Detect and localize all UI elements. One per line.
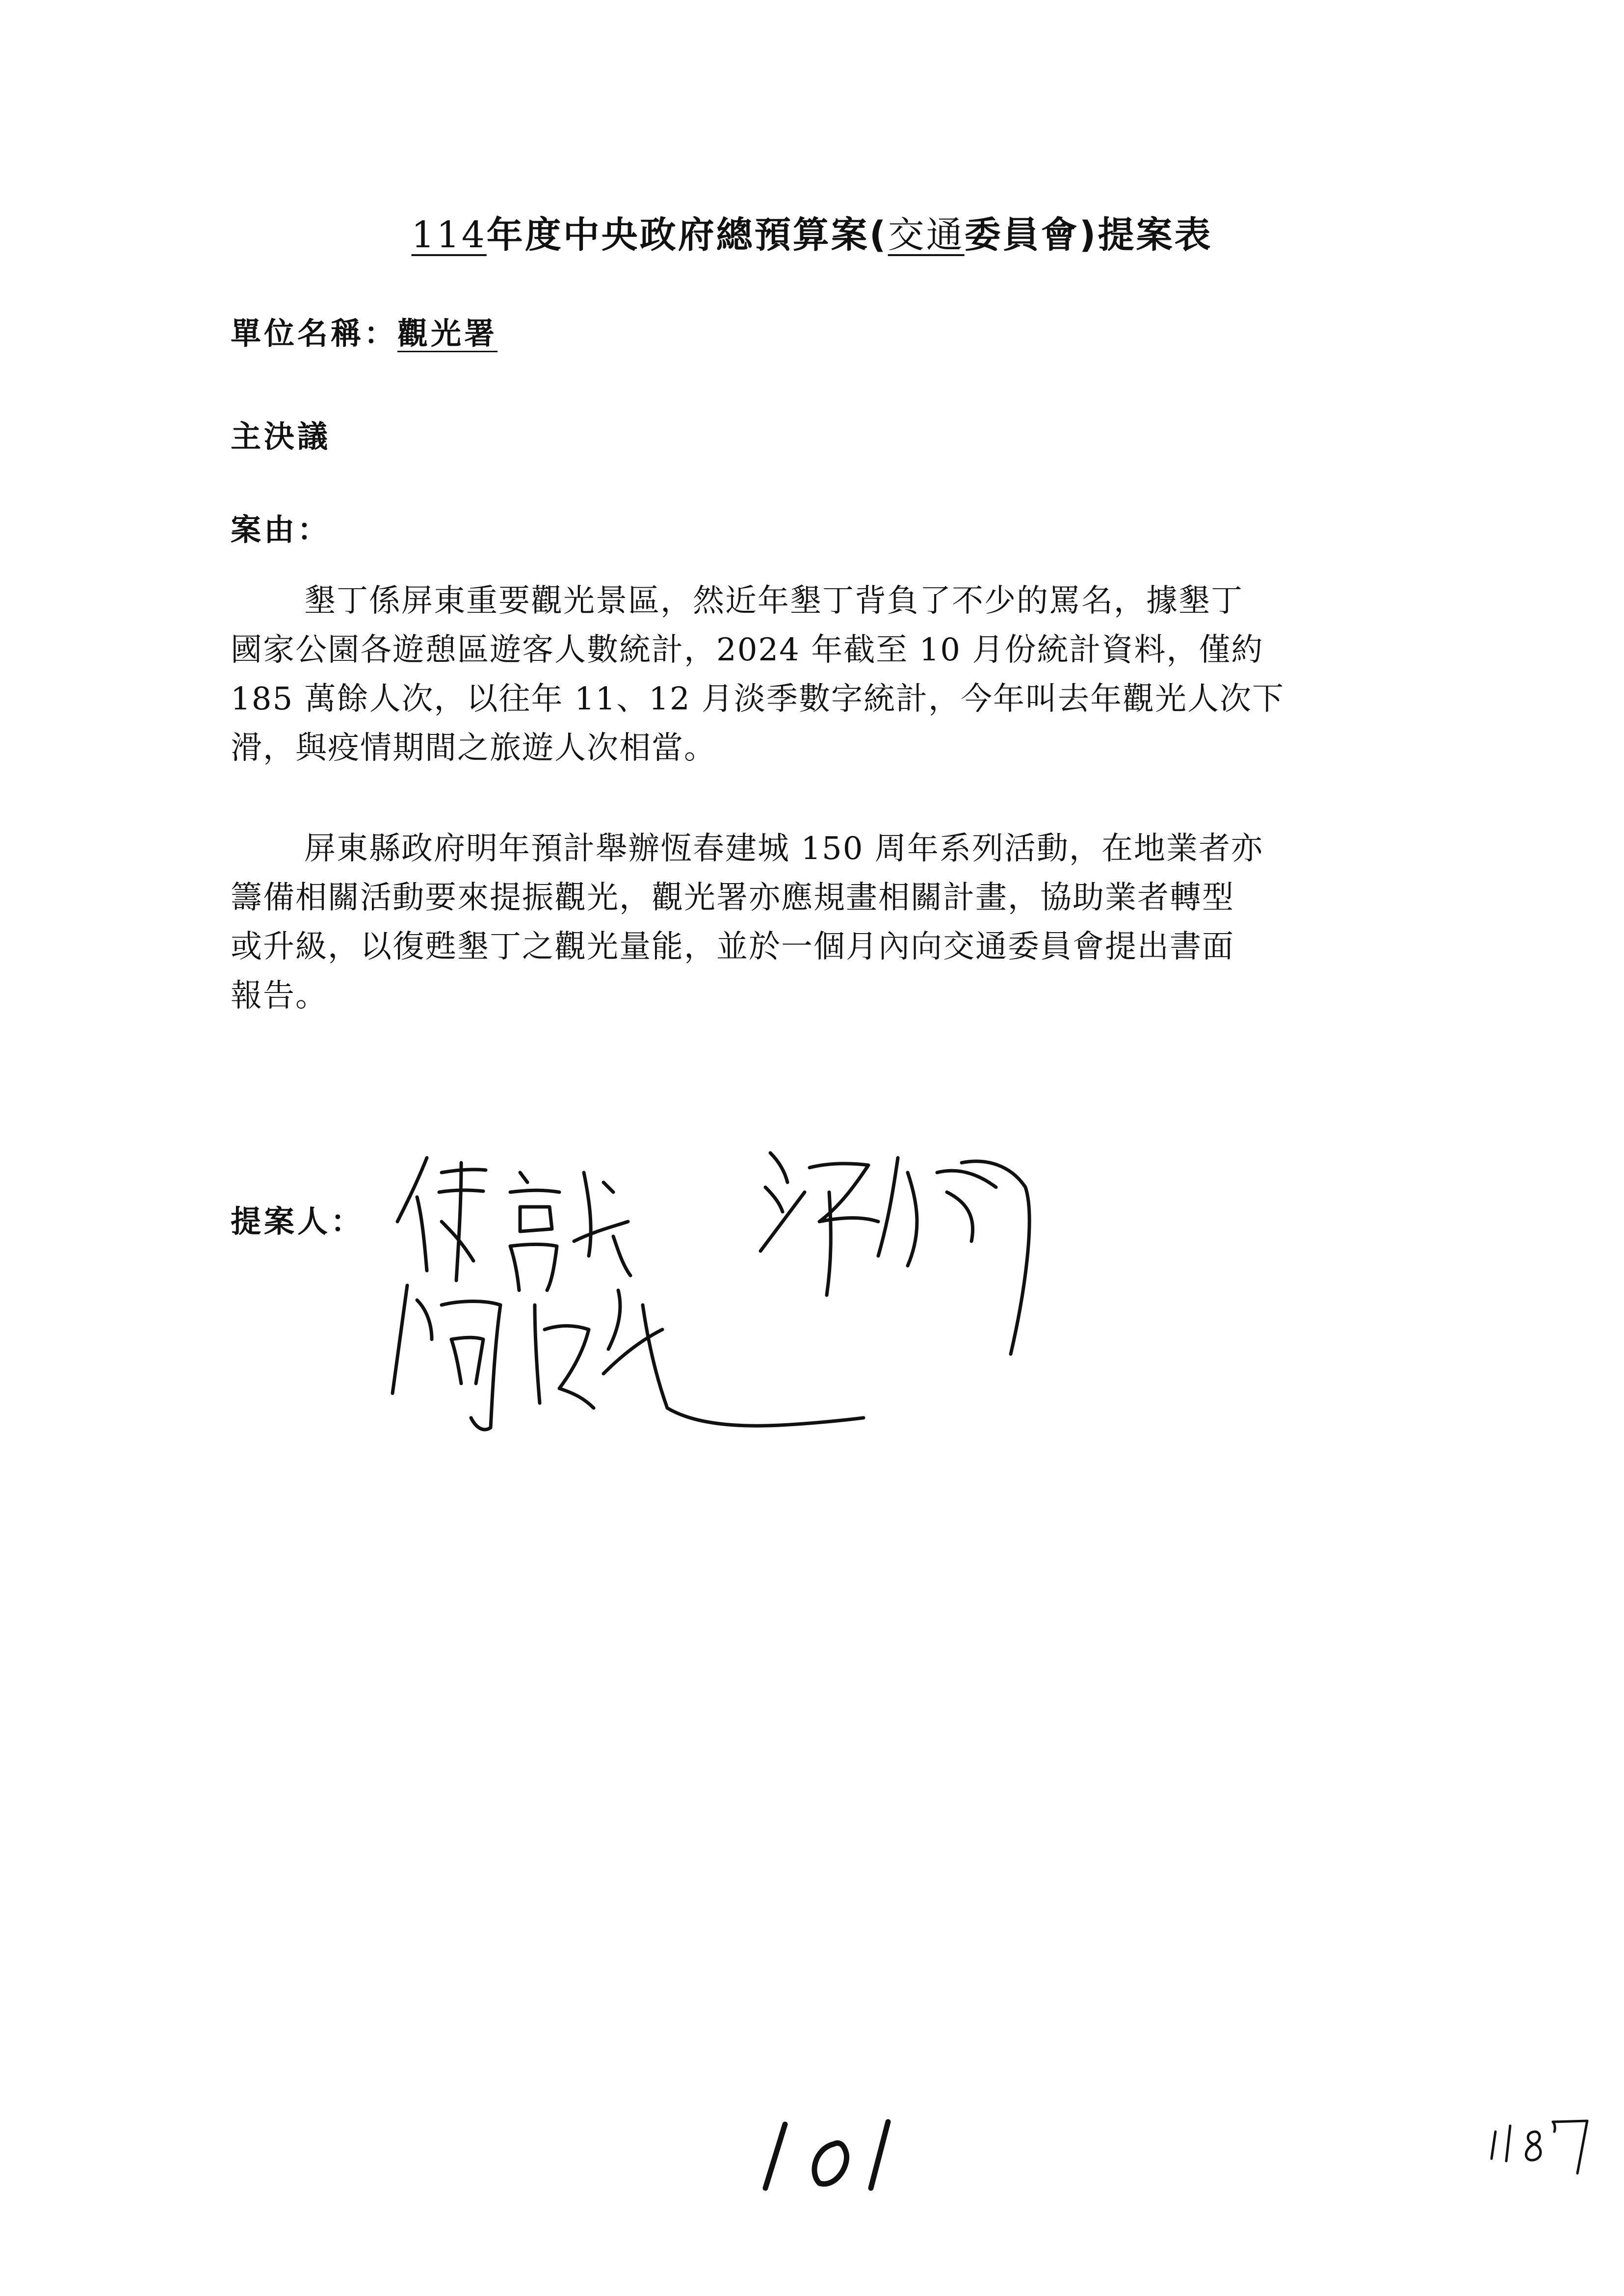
signature-3	[393, 1285, 864, 1430]
unit-label: 單位名稱：	[231, 315, 398, 351]
title-prefix: 年度中央政府總預算案(	[486, 214, 888, 256]
reason-paragraph-2	[231, 824, 1413, 1020]
paragraph-line: 報告。	[231, 978, 328, 1014]
paragraph-line: 墾丁係屏東重要觀光景區，然近年墾丁背負了不少的罵名，據墾丁	[304, 583, 1243, 619]
proposer-label: 提案人：	[231, 1203, 365, 1239]
paragraph-line: 滑，與疫情期間之旅遊人次相當。	[231, 730, 716, 766]
paragraph-line: 國家公園各遊憩區遊客人數統計，2024 年截至 10 月份統計資料，僅約	[231, 632, 1264, 668]
signature-2	[760, 1153, 1029, 1354]
paragraph-line: 或升級，以復甦墾丁之觀光量能，並於一個月內向交通委員會提出書面	[231, 929, 1234, 965]
paragraph-line: 屏東縣政府明年預計舉辦恆春建城 150 周年系列活動，在地業者亦	[304, 831, 1263, 867]
paragraph-line: 籌備相關活動要來提振觀光，觀光署亦應規畫相關計畫，協助業者轉型	[231, 880, 1234, 916]
reason-heading: 案由：	[231, 512, 331, 548]
resolution-heading: 主決議	[231, 418, 331, 454]
title-committee: 交通	[888, 214, 965, 256]
unit-value: 觀光署	[397, 315, 498, 351]
reason-paragraph-1	[231, 576, 1413, 773]
signature-1	[397, 1158, 630, 1290]
paragraph-line: 185 萬餘人次，以往年 11、12 月淡季數字統計，今年叫去年觀光人次下	[231, 681, 1285, 717]
page-number	[756, 2114, 917, 2198]
handwritten-signatures	[388, 1143, 1074, 1472]
page-title	[0, 206, 1624, 258]
stamp-number	[1487, 2112, 1599, 2176]
title-year: 114	[411, 214, 487, 256]
unit-name-row	[231, 309, 511, 353]
title-suffix: 委員會)提案表	[964, 214, 1213, 256]
